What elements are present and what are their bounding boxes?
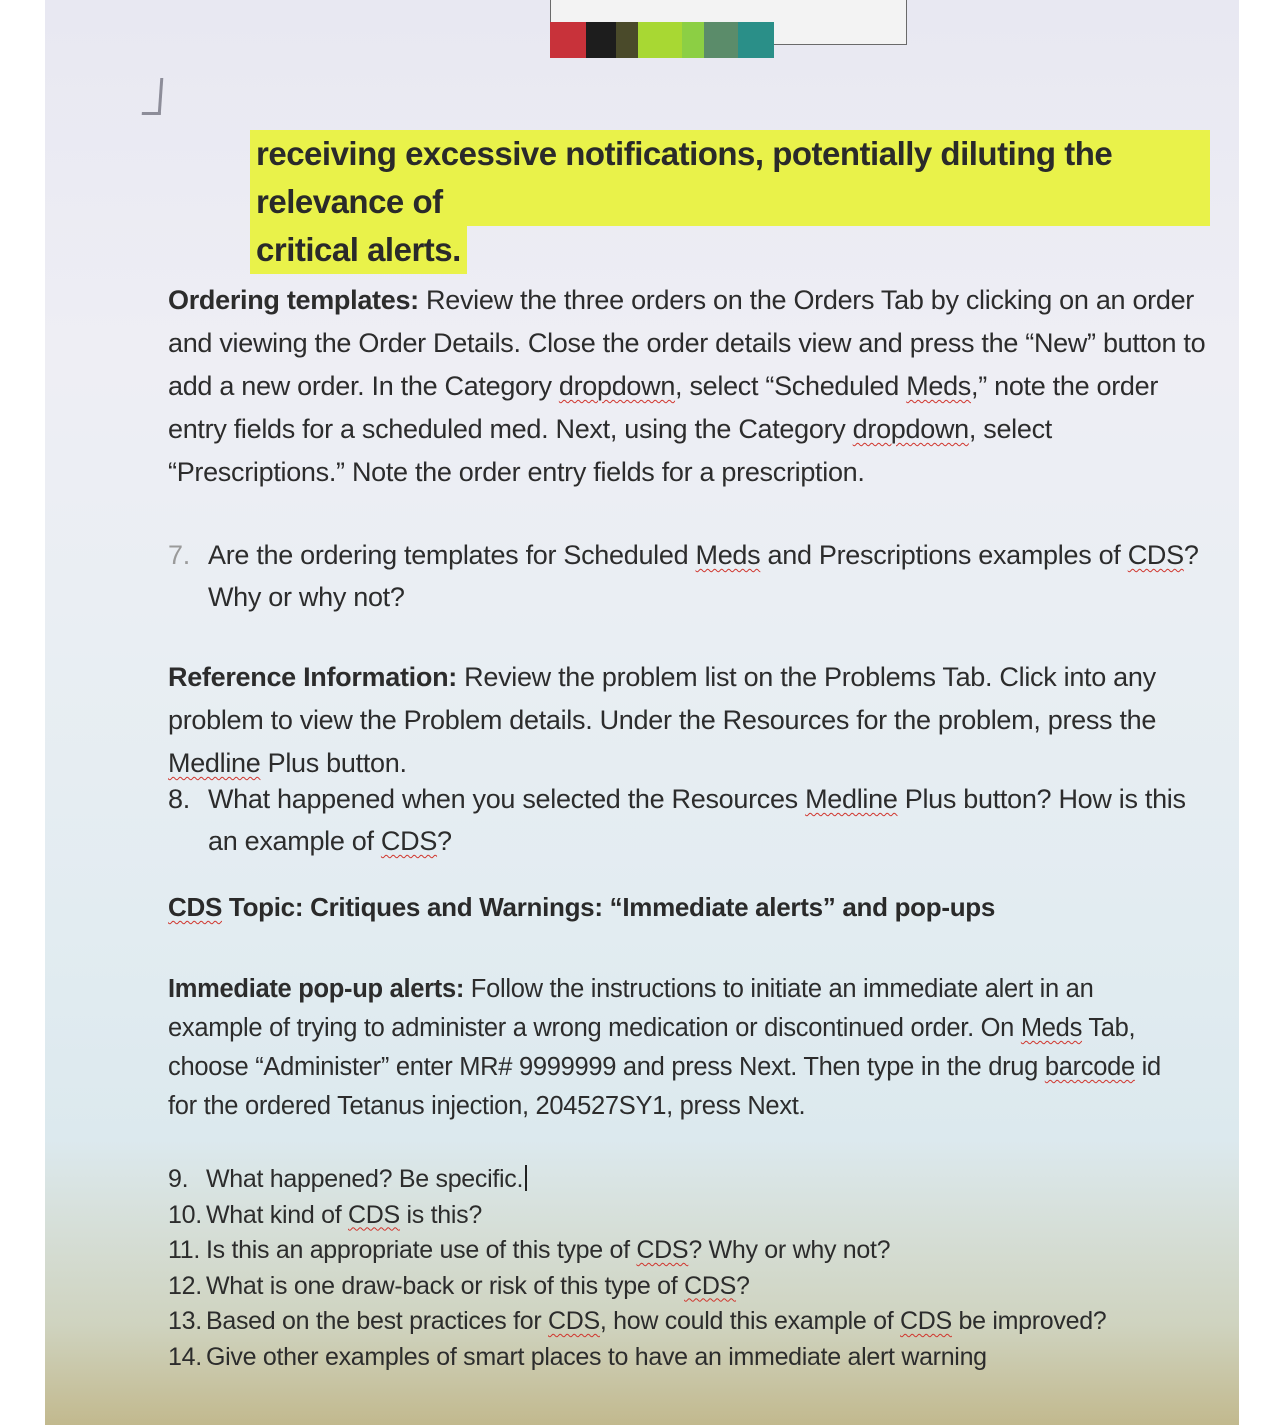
spell-meds: Meds	[906, 371, 972, 401]
reference-information-paragraph	[168, 656, 1218, 785]
reference-text-a: Review the problem list on the Problems Tab. Click into any problem to view the Problem details. Under the Resources for the problem, press the	[168, 662, 1157, 735]
immediate-label: Immediate pop-up alerts:	[168, 975, 465, 1003]
immediate-text-b: Tab, choose “Administer” enter MR# 9999999 and press Next. Then type in the drug	[168, 1014, 1136, 1081]
question-12-number: 12.	[168, 1271, 202, 1300]
q8-spell-medline: Medline	[805, 784, 898, 814]
q7-spell-cds: CDS	[1127, 540, 1184, 570]
question-14-number: 14.	[168, 1342, 202, 1371]
immediate-text-a: Follow the instructions to initiate an immediate alert in an example of trying to administer a wrong medication or discontinued order. On	[168, 975, 1094, 1042]
ordering-templates-paragraph	[168, 279, 1218, 494]
q13-post: be improved?	[951, 1307, 1107, 1335]
topic-text: Topic: Critiques and Warnings: “Immediate alerts” and pop-ups	[222, 892, 996, 922]
text-cursor	[525, 1165, 527, 1191]
swatch-red	[550, 22, 586, 58]
swatch-black	[586, 22, 616, 58]
question-11-number: 11.	[168, 1236, 200, 1264]
q8-spell-cds: CDS	[380, 826, 438, 856]
q8-text-b: Plus button? How is this an example of	[208, 784, 1186, 856]
swatch-teal	[738, 22, 774, 58]
spell-dropdown-1: dropdown	[558, 371, 676, 401]
q8-text-a: What happened when you selected the Resources	[208, 784, 806, 814]
highlight-line-1: receiving excessive notifications, potentially diluting the relevance of	[250, 130, 1210, 226]
question-13-number: 13.	[168, 1307, 202, 1335]
question-8-text	[208, 778, 1218, 862]
ordering-text-d: , select “Prescriptions.” Note the order entry fields for a prescription.	[168, 414, 1052, 487]
ordering-label: Ordering templates:	[168, 285, 419, 315]
q8-text-c: ?	[437, 826, 452, 856]
highlighted-text-block	[250, 130, 1210, 274]
question-13	[168, 1304, 1106, 1340]
question-11-text	[206, 1233, 890, 1269]
question-12	[168, 1269, 1106, 1305]
q10-pre: What kind of	[206, 1200, 348, 1229]
question-10	[168, 1198, 1106, 1234]
q13-pre: Based on the best practices for	[206, 1307, 548, 1335]
q13-spell-cds: CDS	[548, 1307, 600, 1335]
swatch-green	[682, 22, 704, 58]
q13-mid: , how could this example of	[599, 1307, 900, 1335]
question-12-text	[206, 1269, 750, 1305]
document-photo	[45, 0, 1239, 1425]
highlight-line-2: critical alerts.	[250, 226, 467, 274]
q12-spell-cds: CDS	[684, 1271, 736, 1300]
cds-topic-heading	[168, 892, 995, 923]
question-14-text: Give other examples of smart places to have an immediate alert warning	[206, 1342, 987, 1371]
q7-text-a: Are the ordering templates for Scheduled	[208, 540, 696, 570]
swatch-sage	[704, 22, 738, 58]
q10-spell-cds: CDS	[348, 1200, 400, 1229]
question-9-number: 9.	[168, 1165, 189, 1193]
question-10-number: 10.	[168, 1200, 202, 1229]
spell-barcode: barcode	[1044, 1053, 1135, 1081]
q12-post: ?	[735, 1271, 750, 1300]
question-7	[168, 534, 1218, 618]
q9-text: What happened? Be specific.	[206, 1165, 524, 1193]
question-9	[168, 1162, 1106, 1198]
color-swatch-strip	[550, 22, 774, 58]
question-10-text	[206, 1198, 482, 1234]
question-13-text	[206, 1304, 1106, 1340]
spell-medline: Medline	[168, 748, 261, 778]
question-9-text	[206, 1162, 527, 1198]
ordering-text-a: Review the three orders on the Orders Tab by clicking on an order and viewing the Order Details. Close the order details view and press the “New” button to add a new order. In the Category	[168, 285, 1206, 401]
q13-spell-cds-2: CDS	[900, 1307, 952, 1335]
q7-text-c: ? Why or why not?	[208, 540, 1199, 612]
question-11	[168, 1233, 1106, 1269]
spell-dropdown-2: dropdown	[852, 414, 969, 444]
q7-spell-meds: Meds	[695, 540, 761, 570]
question-7-number: 7.	[168, 540, 190, 570]
ordering-text-c: ,” note the order entry fields for a scheduled med. Next, using the Category	[168, 371, 1159, 444]
swatch-lime	[638, 22, 682, 58]
question-14	[168, 1340, 1106, 1376]
topic-spell-cds: CDS	[168, 892, 222, 922]
reference-text-b: Plus button.	[260, 748, 407, 778]
ordering-text-b: , select “Scheduled	[675, 371, 907, 401]
q11-post: ? Why or why not?	[688, 1236, 891, 1264]
q11-pre: Is this an appropriate use of this type of	[206, 1236, 637, 1264]
immediate-alerts-paragraph	[168, 970, 1168, 1126]
q10-post: is this?	[399, 1200, 482, 1229]
spell-meds-tab: Meds	[1020, 1014, 1083, 1042]
question-8	[168, 778, 1218, 862]
question-8-number: 8.	[168, 784, 190, 814]
question-7-text	[208, 534, 1218, 618]
q7-text-b: and Prescriptions examples of	[760, 540, 1128, 570]
reference-label: Reference Information:	[168, 662, 457, 692]
immediate-text-c: id for the ordered Tetanus injection, 204527SY1, press Next.	[168, 1053, 1161, 1120]
question-list	[168, 1162, 1106, 1375]
q12-pre: What is one draw-back or risk of this type of	[206, 1271, 685, 1300]
check-mark-icon	[142, 78, 164, 115]
swatch-olive	[616, 22, 638, 58]
q11-spell-cds: CDS	[636, 1236, 689, 1264]
